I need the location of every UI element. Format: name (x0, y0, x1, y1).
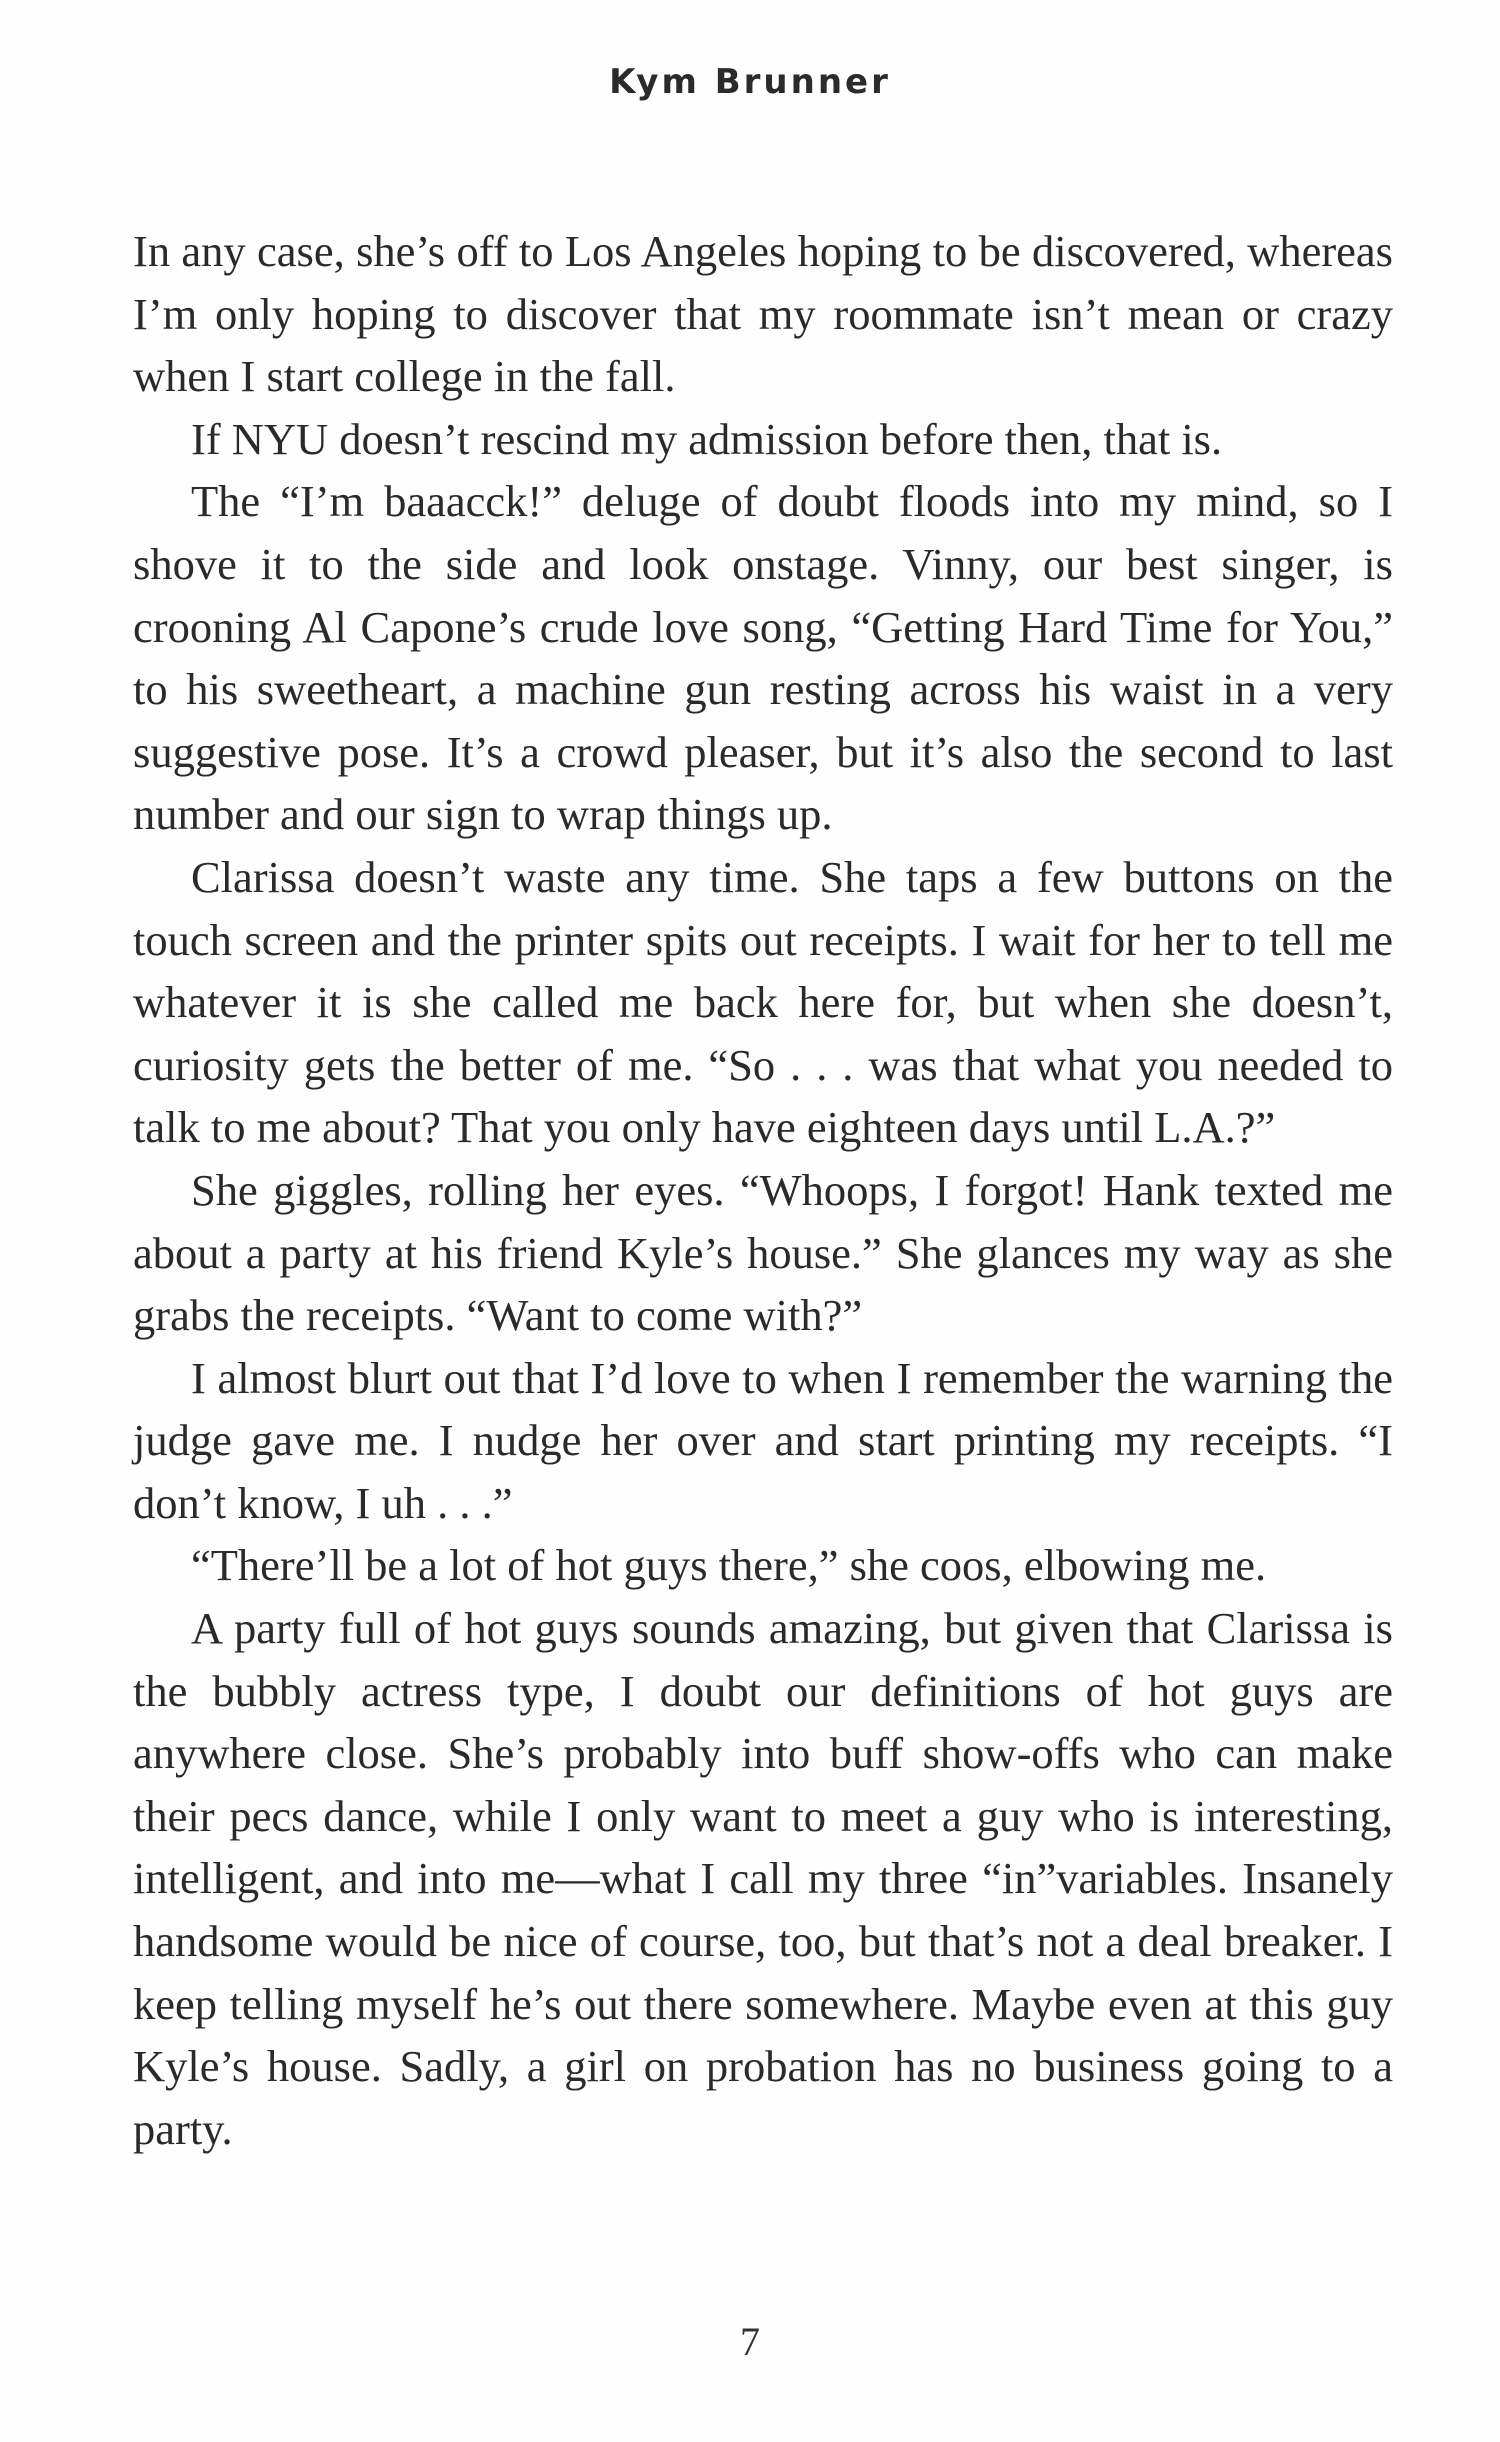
paragraph: In any case, she’s off to Los Angeles hoping to be discovered, whereas I’m only hoping to discover that my roommate isn’t mean or crazy when I start college in the fall. (133, 226, 1393, 402)
paragraph: Clarissa doesn’t waste any time. She taps a few buttons on the touch screen and the printer spits out receipts. I wait for her to tell me whatever it is she called me back here for, but when she doesn’t, curiosity gets the better of me. “So . . . was that what you needed to talk to me about? That you only have eighteen days until L.A.?” (133, 851, 1393, 1153)
paragraph: The “I’m baaacck!” deluge of doubt floods into my mind, so I shove it to the side and look onstage. Vinny, our best singer, is crooning Al Capone’s crude love song, “Getting Hard Time for You,” to his sweetheart, a machine gun resting across his waist in a very suggestive pose. It’s a crowd pleaser, but it’s also the second to last number and our sign to wrap things up. (133, 476, 1393, 840)
paragraph: If NYU doesn’t rescind my admission before then, that is. (191, 413, 1223, 464)
paragraph: She giggles, rolling her eyes. “Whoops, I forgot! Hank texted me about a party at his friend Kyle’s house.” She glances my way as she grabs the receipts. “Want to come with?” (133, 1164, 1393, 1341)
paragraph: I almost blurt out that I’d love to when I remember the warning the judge gave me. I nudge her over and start printing my receipts. “I don’t know, I uh . . .” (133, 1352, 1393, 1528)
paragraph: “There’ll be a lot of hot guys there,” she coos, elbowing me. (191, 1540, 1267, 1591)
paragraph: A party full of hot guys sounds amazing, but given that Clarissa is the bubbly actress type, I doubt our definitions of hot guys are anywhere close. She’s probably into buff show-offs who can make their pecs dance, while I only want to meet a guy who is interesting, intelligent, and into me—what I call my three “in”variables. Insanely handsome would be nice of course, too, but that’s not a deal breaker. I keep telling myself he’s out there somewhere. Maybe even at this guy Kyle’s house. Sadly, a girl on probation has no business going to a party. (133, 1603, 1393, 2154)
running-head-author: Kym Brunner (609, 62, 891, 102)
body-text (133, 220, 1393, 2160)
page-number: 7 (740, 2319, 760, 2364)
